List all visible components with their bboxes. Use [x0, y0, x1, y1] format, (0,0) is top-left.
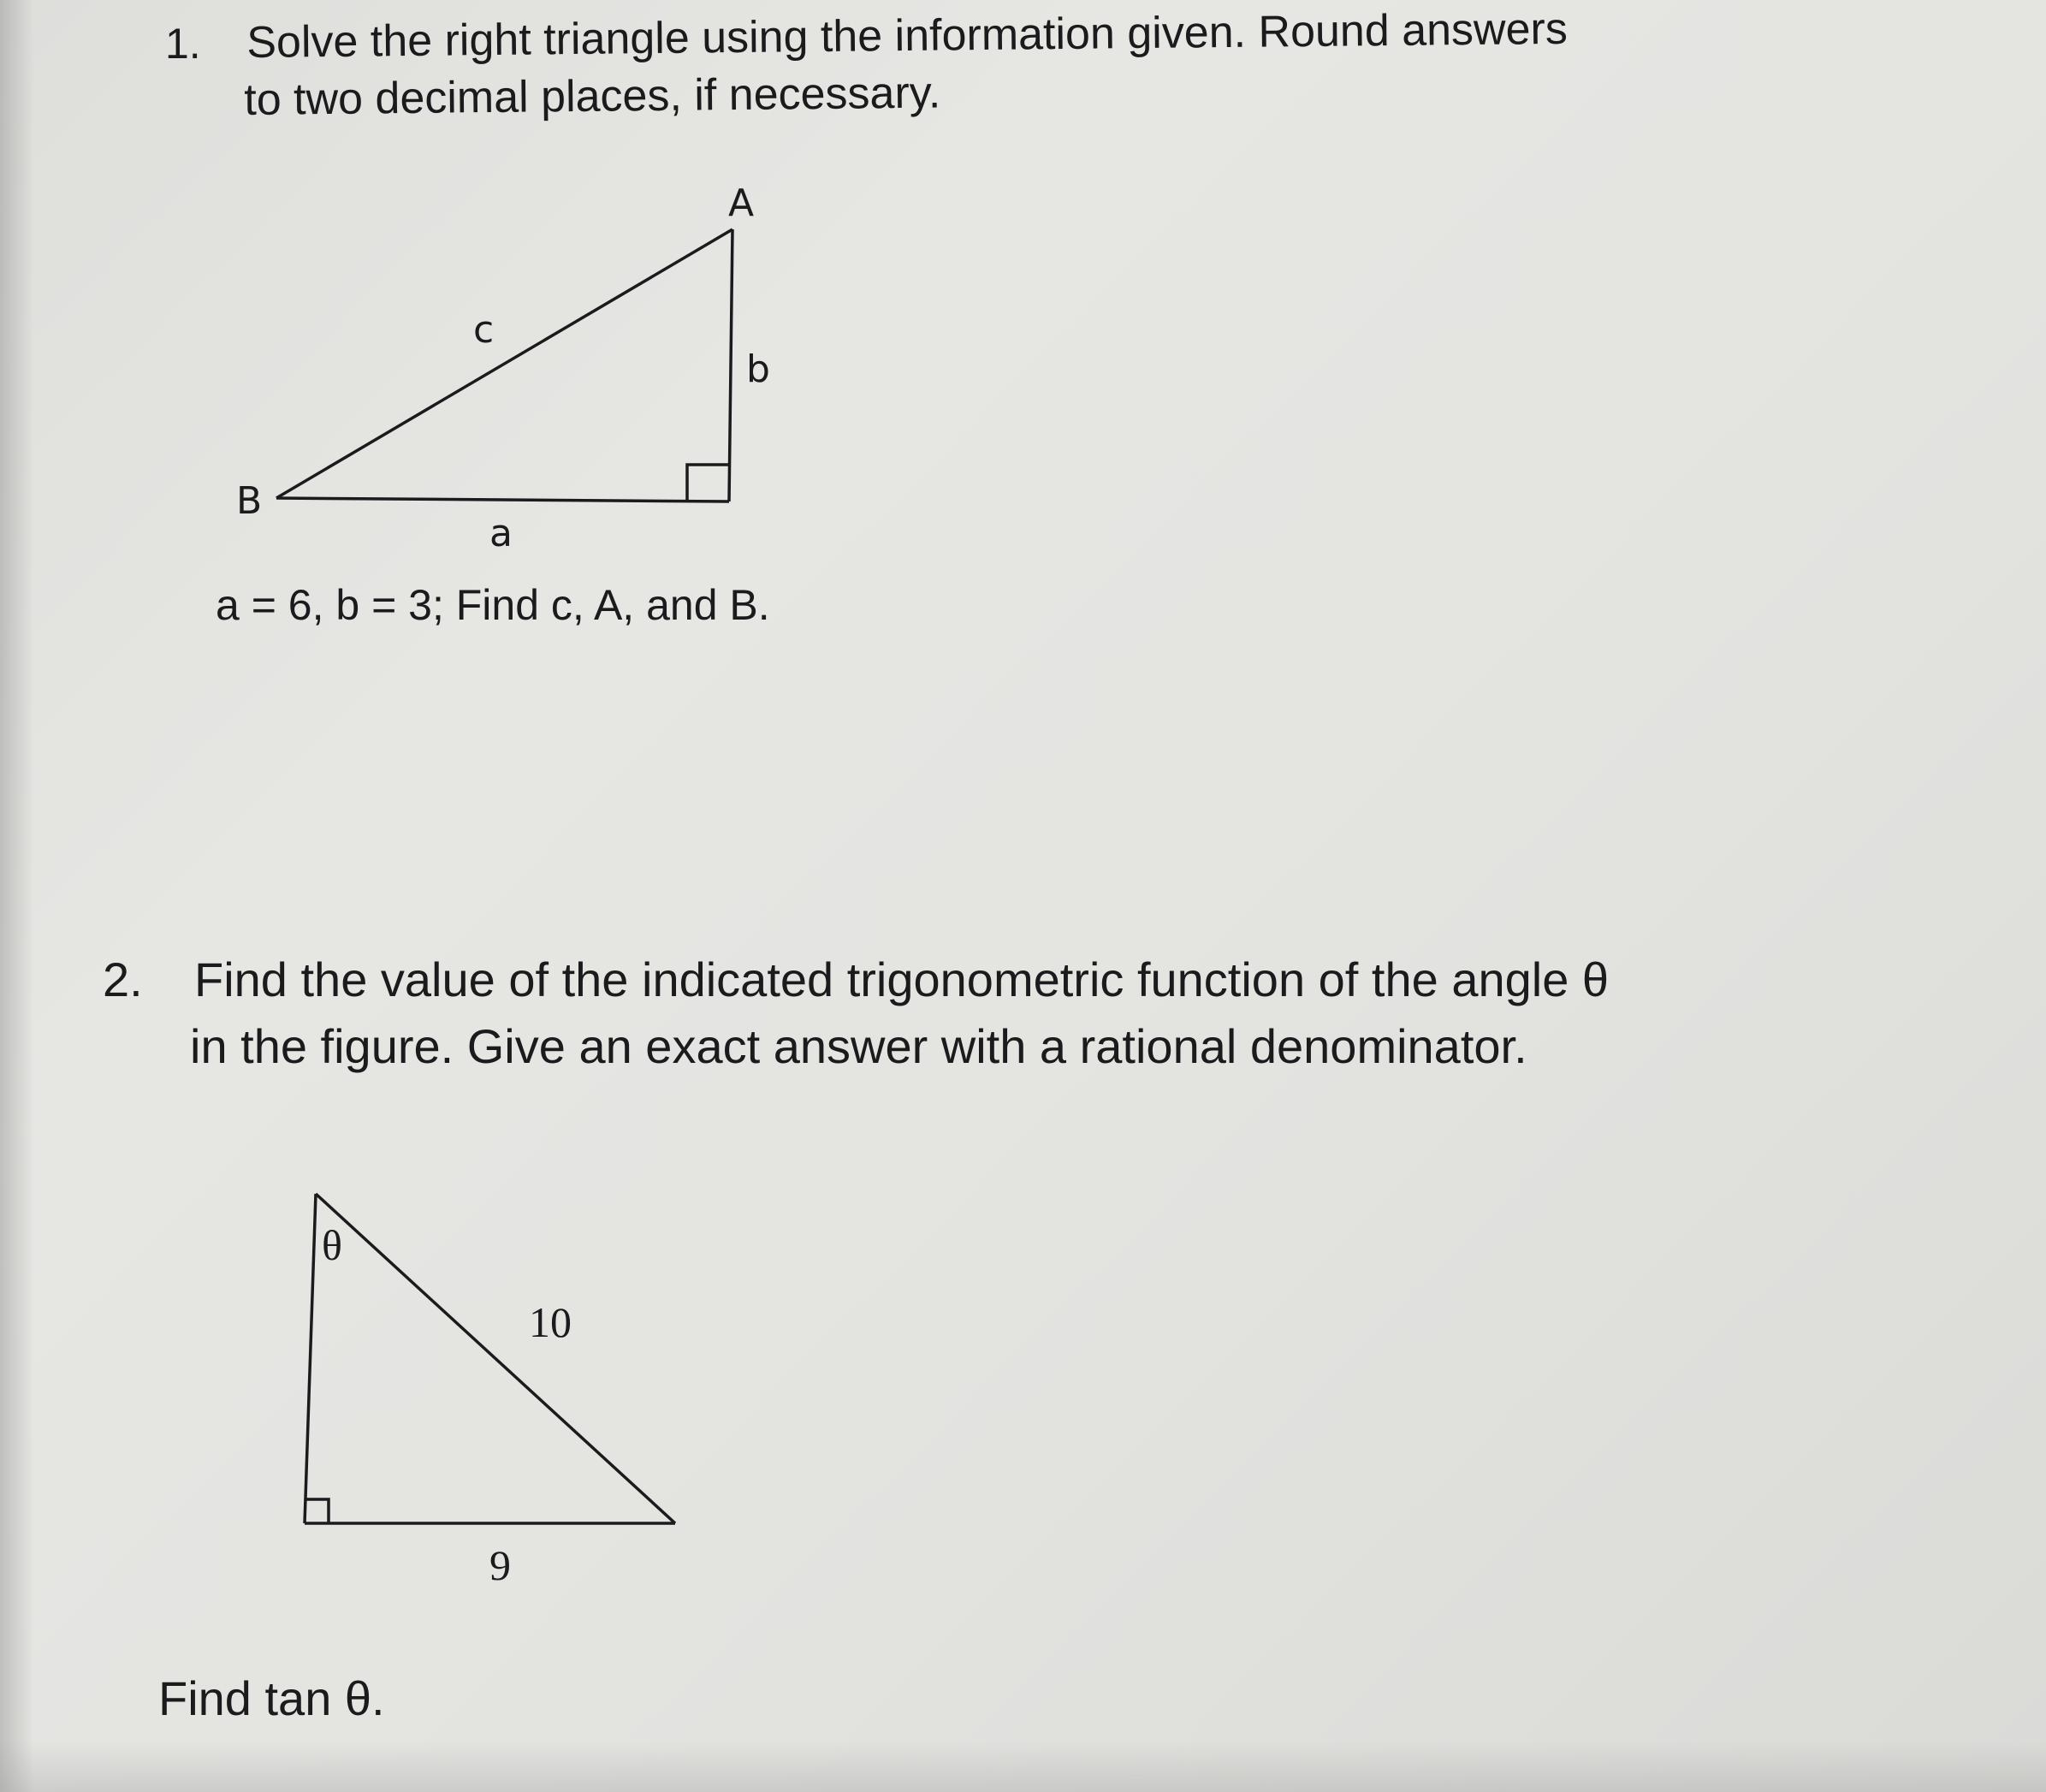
- question-2-find: Find tan θ.: [158, 1671, 385, 1725]
- triangle-1-label-a: a: [489, 512, 513, 555]
- triangle-2-figure: [305, 1194, 675, 1523]
- triangle-2-hypotenuse-label: 10: [529, 1298, 572, 1346]
- question-1-text-line-2: to two decimal places, if necessary.: [244, 68, 941, 125]
- triangle-1-label-c: c: [473, 308, 495, 352]
- triangle-1-side-a: [276, 498, 729, 501]
- triangle-2-bottom-label: 9: [489, 1541, 511, 1589]
- triangle-1-label-B: B: [236, 479, 263, 523]
- triangle-2-hypotenuse: [316, 1194, 675, 1523]
- triangle-2-right-angle-mark: [305, 1499, 329, 1522]
- triangle-1-label-A: A: [728, 181, 755, 225]
- question-2-number: 2.: [103, 952, 143, 1006]
- triangle-2-angle-label: θ: [322, 1221, 342, 1269]
- question-2-text-line-1: Find the value of the indicated trigonometric function of the angle θ: [194, 952, 1610, 1006]
- question-1-number: 1.: [165, 20, 201, 68]
- triangle-1-right-angle-mark: [687, 465, 728, 501]
- triangle-1-figure: [276, 229, 732, 501]
- triangle-1-side-b: [729, 229, 732, 501]
- question-1-given: a = 6, b = 3; Find c, A, and B.: [216, 581, 770, 629]
- question-2-text-line-2: in the figure. Give an exact answer with a rational denominator.: [190, 1019, 1527, 1073]
- question-1-text-line-1: Solve the right triangle using the information given. Round answers: [246, 3, 1569, 68]
- triangle-2-left-side: [305, 1194, 316, 1523]
- triangle-1-hypotenuse-c: [276, 229, 732, 498]
- triangle-1-label-b: b: [746, 347, 770, 391]
